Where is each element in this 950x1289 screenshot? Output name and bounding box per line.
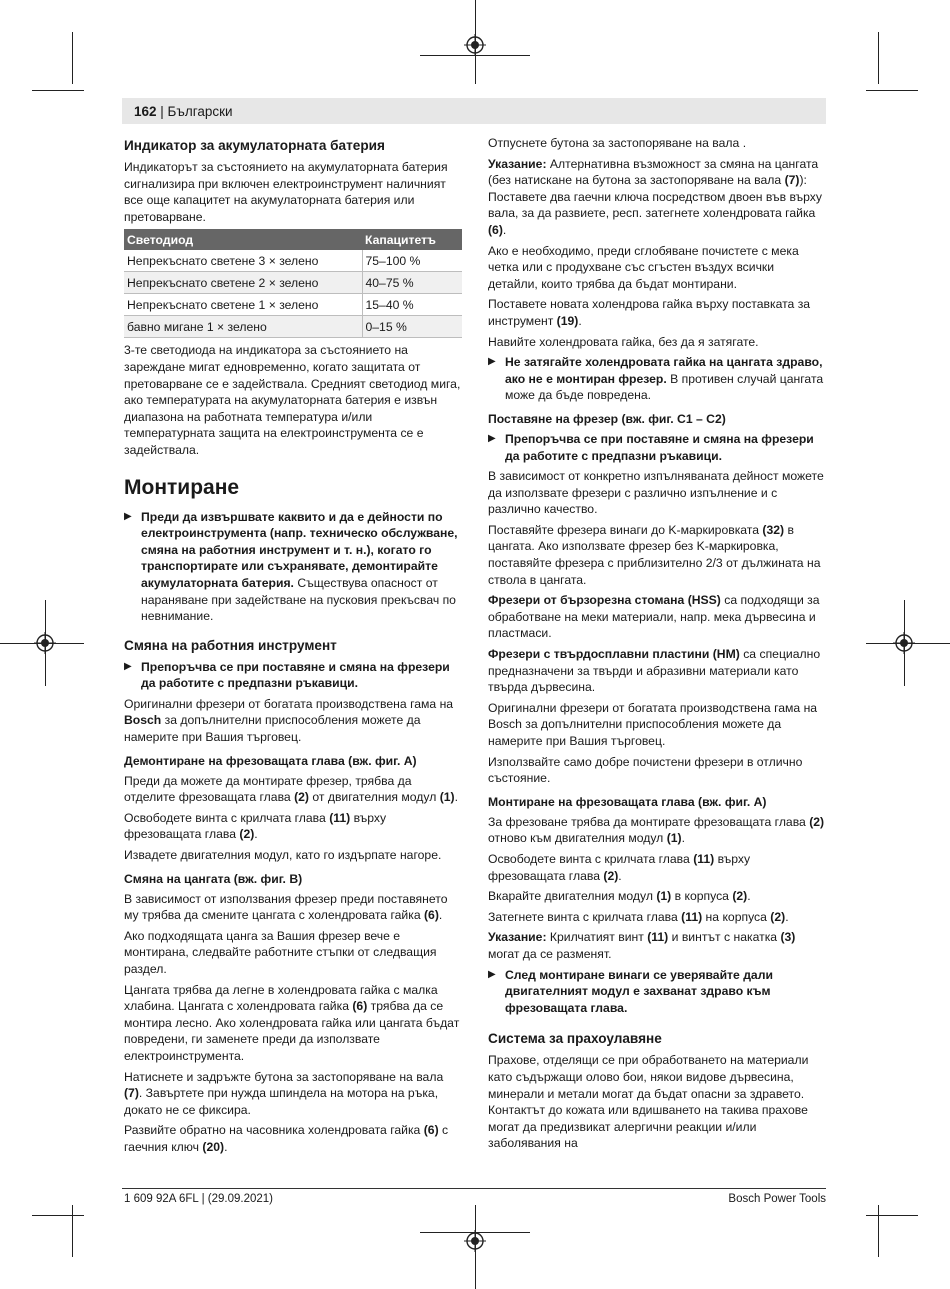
warning-item bbox=[488, 967, 826, 1017]
paragraph: Оригинални фрезери от богатата производствена гама на Bosch за допълнителни приспособления можете да намерите при Вашия търговец. bbox=[488, 700, 818, 748]
chapter-heading: Монтиране bbox=[124, 475, 240, 499]
table-cell: Непрекъснато светене 1 × зелено bbox=[124, 294, 362, 316]
table-cell: Непрекъснато светене 3 × зелено bbox=[124, 250, 362, 272]
bullet-arrow-icon: ▶ bbox=[488, 356, 496, 368]
table-row bbox=[124, 294, 462, 316]
subsection-heading: Демонтиране на фрезоващата глава (вж. фиг. A) bbox=[124, 753, 417, 768]
capacity-table bbox=[124, 229, 462, 338]
table-row bbox=[124, 250, 462, 272]
paragraph: Фрезери от бързорезна стомана (HSS) са подходящи за обработване на меки материали, напр. мека дървесина и пластмаси. bbox=[488, 593, 820, 641]
table-header-row bbox=[124, 229, 462, 250]
paragraph: Извадете двигателния модул, като го издърпате нагоре. bbox=[124, 848, 442, 863]
bullet-arrow-icon: ▶ bbox=[124, 510, 132, 522]
registration-mark-icon bbox=[34, 632, 56, 654]
table-cell: Непрекъснато светене 2 × зелено bbox=[124, 272, 362, 294]
paragraph: Затегнете винта с крилчата глава (11) на корпуса (2). bbox=[488, 909, 789, 924]
table-row bbox=[124, 272, 462, 294]
table-header-cell: Капацитетъ bbox=[362, 229, 462, 250]
paragraph: Цангата трябва да легне в холендровата гайка с малка хлабина. Цангата с холендровата гайка (6) трябва да се монтира лесно. Ако холендровата гайка или цангата бъдат повредени, ги заменете преди да използвате електроинструмента. bbox=[124, 982, 460, 1063]
warning-text: Препоръчва се при поставяне и смяна на фрезери да работите с предпазни ръкавици. bbox=[141, 659, 450, 691]
table-header-cell: Светодиод bbox=[124, 229, 362, 250]
subsection-heading: Поставяне на фрезер (вж. фиг. C1 – C2) bbox=[488, 411, 726, 426]
bullet-arrow-icon: ▶ bbox=[124, 660, 132, 672]
table-cell: бавно мигане 1 × зелено bbox=[124, 316, 362, 338]
page-language: Български bbox=[167, 104, 233, 119]
paragraph: Използвайте само добре почистени фрезери в отлично състояние. bbox=[488, 754, 803, 786]
paragraph: Ако е необходимо, преди сглобяване почистете с мека четка или с продухване със сгъстен въздух всички детайли, които трябва да бъдат монтирани. bbox=[488, 243, 799, 291]
warning-text: Съществува опасност от нараняване при задействане на пусковия прекъсвач по невнимание. bbox=[141, 575, 456, 624]
table-cell: 15–40 % bbox=[362, 294, 462, 316]
warning-item bbox=[124, 509, 464, 625]
warning-item bbox=[488, 431, 826, 464]
paragraph: Натиснете и задръжте бутона за застопоряване на вала (7). Завъртете при нужда шпиндела на мотора на ръка, докато не се фиксира. bbox=[124, 1069, 444, 1117]
paragraph: Развийте обратно на часовника холендровата гайка (6) с гаечния ключ (20). bbox=[124, 1123, 449, 1154]
warning-text: Препоръчва се при поставяне и смяна на фрезери да работите с предпазни ръкавици. bbox=[505, 431, 814, 463]
crop-mark bbox=[866, 90, 918, 91]
table-cell: 0–15 % bbox=[362, 316, 462, 338]
paragraph: Отпуснете бутона за застопоряване на вала . bbox=[488, 136, 747, 150]
note-paragraph: Указание: Алтернативна възможност за смяна на цангата (без натискане на бутона за застопоряване на вала (7)): Поставете два гаечни ключа посредством двоен във върху вала, за да развиете, респ. затегнете холендровата гайка (6). bbox=[488, 156, 822, 237]
paragraph: Фрезери с твърдосплавни пластини (HM) са специално предназначени за твърди и абразивни материали като твърда дървесина. bbox=[488, 647, 821, 695]
paragraph: Прахове, отделящи се при обработването на материали като съдържащи олово бои, някои видове дървесина, минерали и метали могат да бъдат опасни за здравето. Контактът до кожата или вдишването на такива прахове могат да предизвикат алергични реакции и/или заболявания на bbox=[488, 1053, 809, 1151]
page-number: 162 bbox=[134, 104, 157, 119]
warning-item bbox=[124, 659, 464, 692]
crop-mark bbox=[32, 1215, 84, 1216]
paragraph: Индикаторът за състоянието на акумулаторната батерия сигнализира при включен електроинструмент наличният все още капацитет на акумулаторната батерия или претоварване. bbox=[124, 160, 448, 224]
paragraph: Освободете винта с крилчата глава (11) върху фрезоващата глава (2). bbox=[488, 851, 751, 883]
paragraph: Освободете винта с крилчата глава (11) върху фрезоващата глава (2). bbox=[124, 810, 387, 842]
paragraph: 3-те светодиода на индикатора за състоянието на зареждане мигат едновременно, когато защитата от претоварване се е задействала. Средният светодиод мига, ако температурата на акумулаторната батерия е извън диапазона на работната температура и/или температурната защита на електроинструмента се е задействала. bbox=[124, 343, 461, 457]
footer-brand: Bosch Power Tools bbox=[728, 1193, 826, 1205]
page-header: 162 | Български bbox=[134, 104, 233, 119]
table-cell: 40–75 % bbox=[362, 272, 462, 294]
paragraph: Ако подходящата цанга за Вашия фрезер вече е монтирана, следвайте работните стъпки от следващия раздел. bbox=[124, 928, 437, 976]
warning-text: Преди да извършвате каквито и да е дейности по електроинструмента (напр. техническо обслужване, смяна на работния инструмент и т. н.), когато го транспортирате или съхранявате, демонтирайте акумулаторната батерия. bbox=[141, 509, 458, 590]
registration-mark-icon bbox=[464, 1230, 486, 1252]
crop-mark bbox=[866, 1215, 918, 1216]
paragraph: Оригинални фрезери от богатата производствена гама на Bosch за допълнителни приспособления можете да намерите при Вашия търговец. bbox=[124, 696, 454, 745]
subsection-heading: Смяна на цангата (вж. фиг. B) bbox=[124, 871, 303, 886]
table-cell: 75–100 % bbox=[362, 250, 462, 272]
paragraph: Преди да можете да монтирате фрезер, трябва да отделите фрезоващата глава (2) от двигателния модул (1). bbox=[124, 773, 459, 805]
paragraph: В зависимост от използвания фрезер преди поставянето му трябва да смените цангата с холендровата гайка (6). bbox=[124, 891, 448, 923]
note-paragraph: Указание: Крилчатият винт (11) и винтът с накатка (3) могат да се разменят. bbox=[488, 930, 796, 961]
crop-mark bbox=[878, 32, 879, 84]
warning-text: Не затягайте холендровата гайка на цангата здраво, ако не е монтиран фрезер. bbox=[505, 355, 823, 386]
registration-mark-icon bbox=[464, 34, 486, 56]
subsection-heading: Монтиране на фрезоващата глава (вж. фиг. A) bbox=[488, 794, 767, 809]
warning-text: След монтиране винаги се уверявайте дали двигателният модул е захванат здраво към фрезоващата глава. bbox=[505, 967, 773, 1015]
paragraph: За фрезоване трябва да монтирате фрезоващата глава (2) отново към двигателния модул (1). bbox=[488, 814, 825, 846]
paragraph: Навийте холендровата гайка, без да я затягате. bbox=[488, 334, 759, 349]
bullet-arrow-icon: ▶ bbox=[488, 432, 496, 444]
paragraph: В зависимост от конкретно изпълняваната дейност можете да използвате фрезери с различно изпълнение и с различно качество. bbox=[488, 469, 824, 517]
warning-text: В противен случай цангата може да бъде повредена. bbox=[505, 371, 824, 403]
right-column bbox=[488, 134, 826, 1156]
bullet-arrow-icon: ▶ bbox=[488, 968, 496, 980]
footer-doc-code: 1 609 92A 6FL | (29.09.2021) bbox=[124, 1193, 273, 1205]
crop-mark bbox=[72, 32, 73, 84]
section-heading: Система за прахоулавяне bbox=[488, 1031, 662, 1047]
left-column bbox=[124, 134, 464, 1160]
paragraph: Поставете новата холендрова гайка върху поставката за инструмент (19). bbox=[488, 297, 811, 328]
paragraph: Вкарайте двигателния модул (1) в корпуса (2). bbox=[488, 889, 751, 904]
paragraph: Поставяйте фрезера винаги до K-маркировката (32) в цангата. Ако използвате фрезер без K-маркировка, поставяйте фрезера с приблизително 2/3 от дължината на ствола в цангата. bbox=[488, 522, 821, 587]
section-heading: Индикатор за акумулаторната батерия bbox=[124, 138, 385, 153]
registration-mark-icon bbox=[893, 632, 915, 654]
section-heading: Смяна на работния инструмент bbox=[124, 637, 337, 653]
footer-rule bbox=[122, 1188, 826, 1189]
crop-mark bbox=[878, 1205, 879, 1257]
table-row bbox=[124, 316, 462, 338]
crop-mark bbox=[32, 90, 84, 91]
warning-item bbox=[488, 354, 826, 404]
crop-mark bbox=[72, 1205, 73, 1257]
